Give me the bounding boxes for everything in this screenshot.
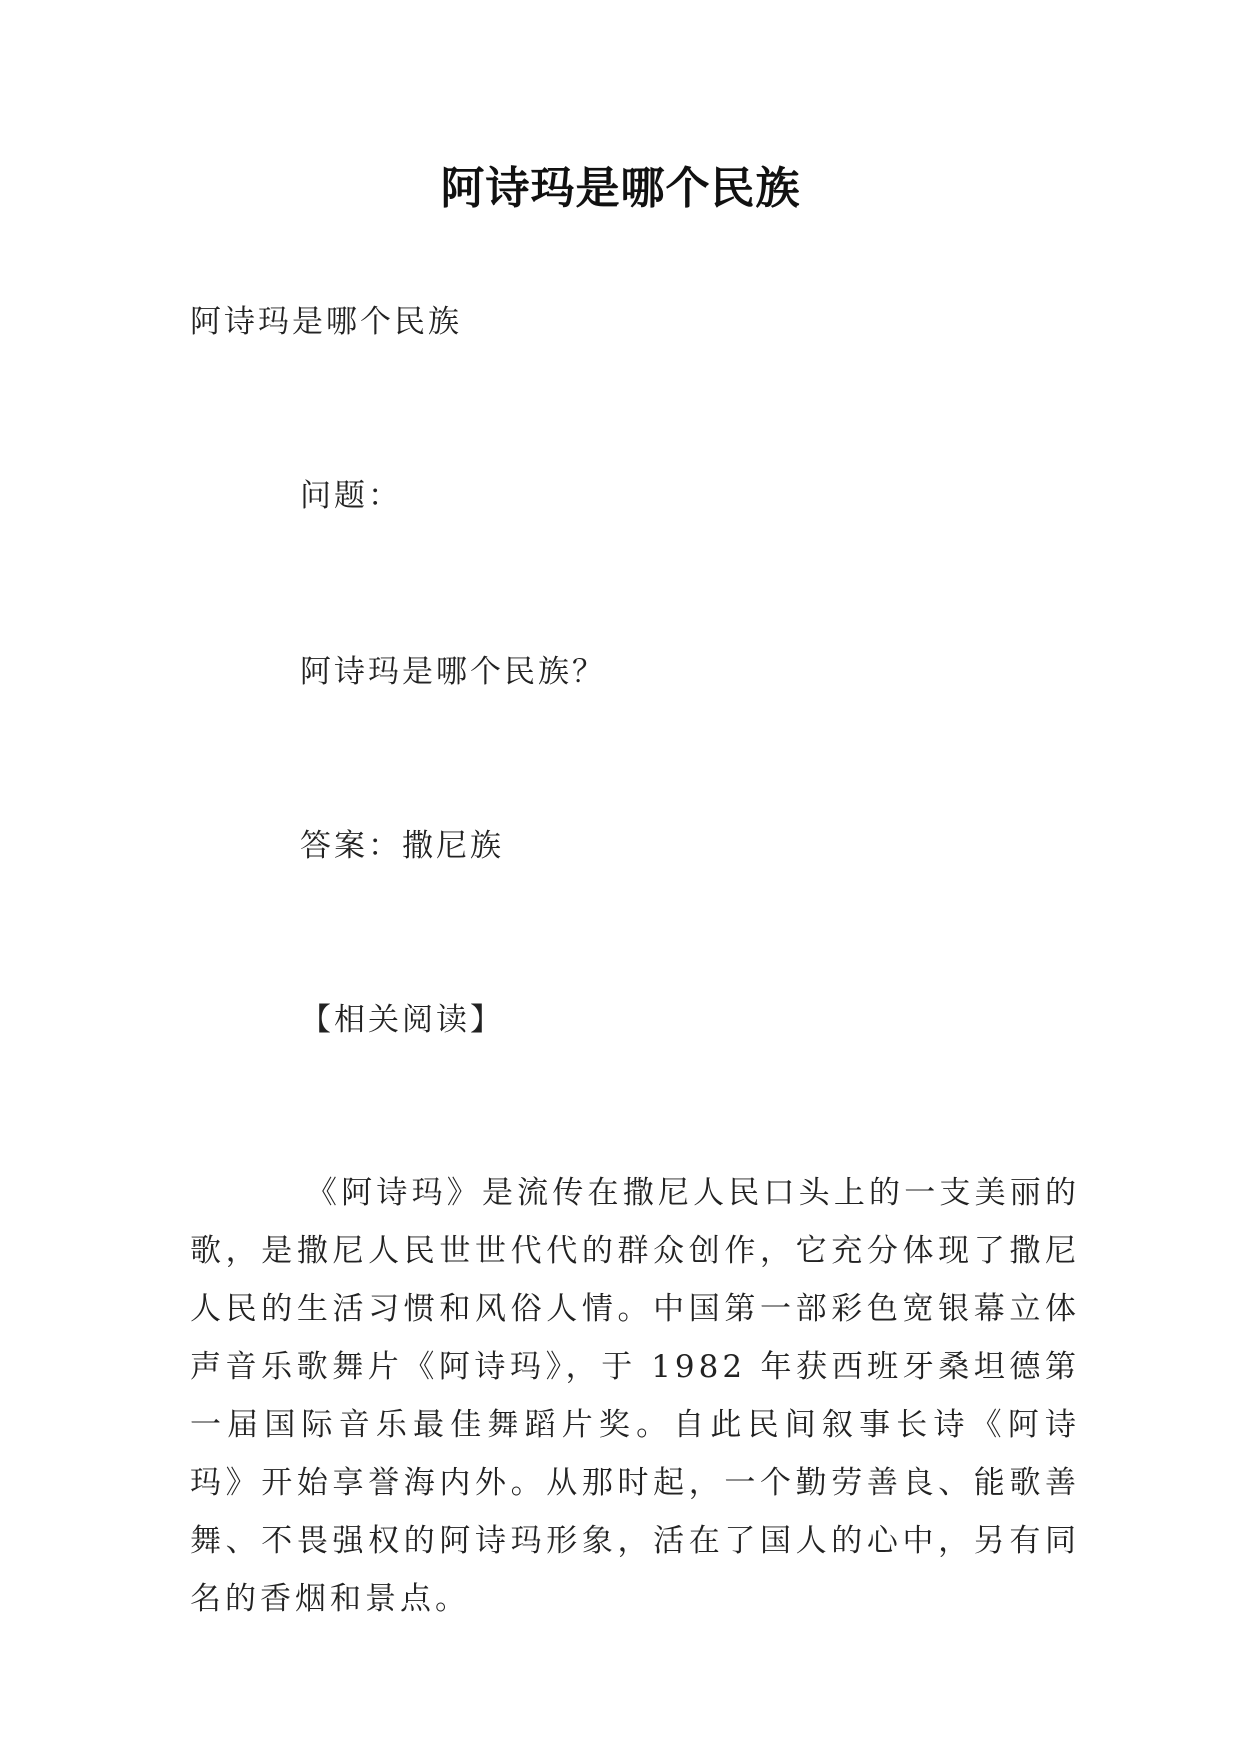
related-paragraph: 《阿诗玛》是流传在撒尼人民口头上的一支美丽的歌，是撒尼人民世世代代的群众创作，它充分体现了撒尼人民的生活习惯和风俗人情。中国第一部彩色宽银幕立体声音乐歌舞片《阿诗玛》，于 1982 年获西班牙桑坦德第一届国际音乐最佳舞蹈片奖。自此民间叙事长诗《阿诗玛》开始享誉海内外。从那时起，一个勤劳善良、能歌善舞、不畏强权的阿诗玛形象，活在了国人的心中，另有同名的香烟和景点。 bbox=[190, 1175, 1080, 1617]
document-subtitle: 阿诗玛是哪个民族 bbox=[190, 304, 462, 340]
question-text: 阿诗玛是哪个民族？ bbox=[300, 654, 606, 690]
question-label: 问题： bbox=[300, 478, 402, 514]
document-title: 阿诗玛是哪个民族 bbox=[440, 163, 801, 214]
answer-text: 答案：撒尼族 bbox=[300, 828, 504, 864]
related-reading-heading: 【相关阅读】 bbox=[300, 1002, 504, 1038]
